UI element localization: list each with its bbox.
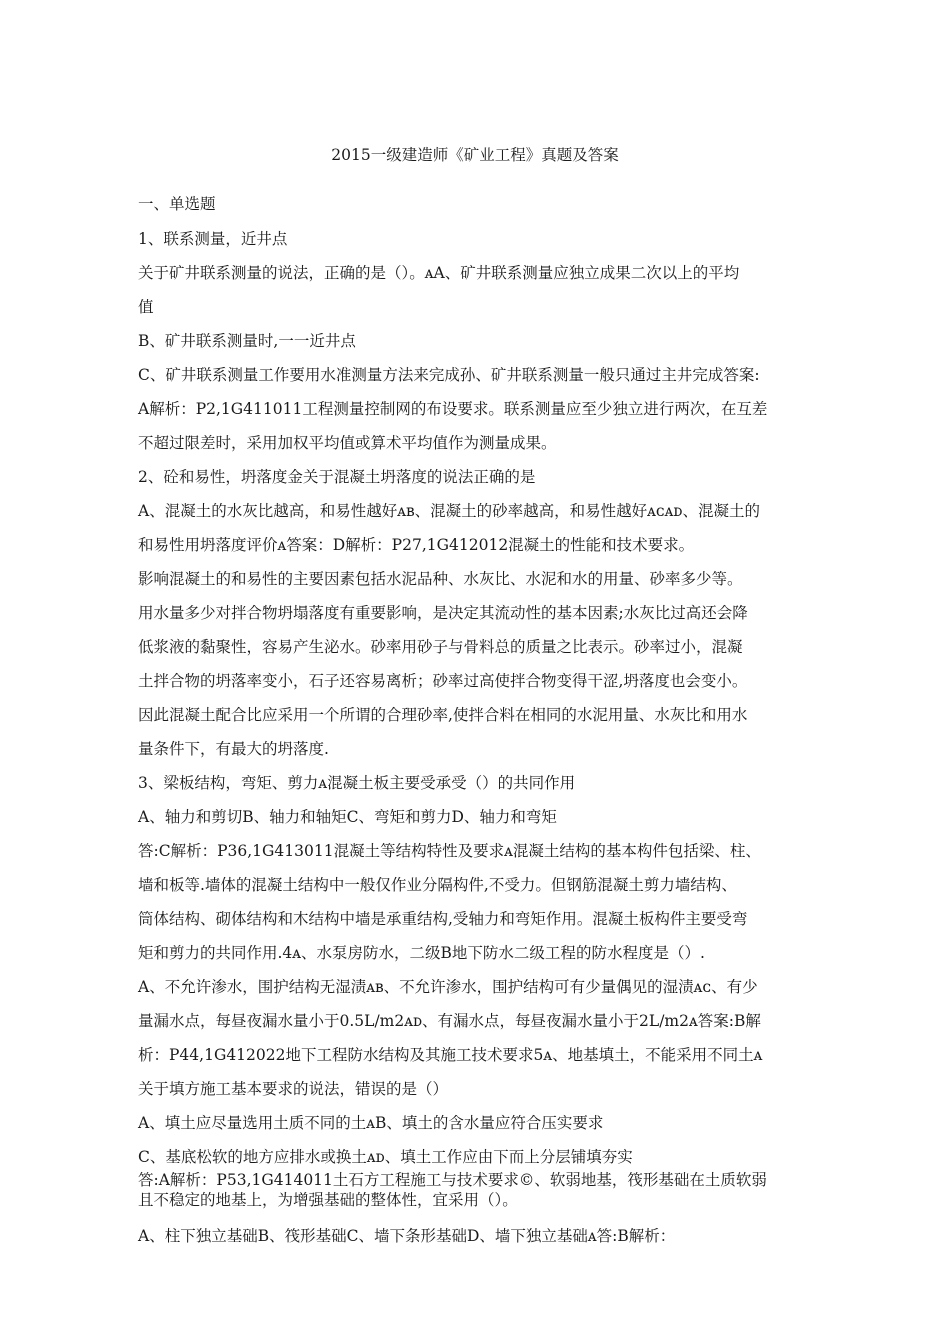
text-line: 关于矿井联系测量的说法，正确的是（）。ᴀA、矿井联系测量应独立成果二次以上的平均 xyxy=(138,264,740,282)
document-title: 2015一级建造师《矿业工程》真题及答案 xyxy=(331,146,619,164)
text-line: A、不允许渗水，围护结构无湿渍ᴀʙ、不允许渗水，围护结构可有少量偶见的湿渍ᴀᴄ、有少 xyxy=(138,978,758,996)
text-line: 和易性用坍落度评价ᴀ答案：D解析：P27,1G412012混凝土的性能和技术要求。 xyxy=(138,536,695,554)
text-line: 筒体结构、砌体结构和木结构中墙是承重结构,受轴力和弯矩作用。混凝土板构件主要受弯 xyxy=(138,910,748,928)
text-line: 答:C解析：P36,1G413011混凝土等结构特性及要求ᴀ混凝土结构的基本构件包括梁、柱、 xyxy=(138,842,761,860)
text-line: 值 xyxy=(138,298,154,316)
text-line: 且不稳定的地基上，为增强基础的整体性，宜采用（）。 xyxy=(138,1191,518,1209)
text-line: A、填土应尽量选用土质不同的土ᴀB、填土的含水量应符合压实要求 xyxy=(138,1114,604,1132)
text-line: C、基底松软的地方应排水或换土ᴀᴅ、填土工作应由下而上分层铺填夯实 xyxy=(138,1148,633,1166)
text-line: 不超过限差时，采用加权平均值或算术平均值作为测量成果。 xyxy=(138,434,557,452)
text-line: A、柱下独立基础B、筏形基础C、墙下条形基础D、墙下独立基础ᴀ答:B解析： xyxy=(138,1227,676,1245)
text-line: 2、砼和易性，坍落度金关于混凝土坍落度的说法正确的是 xyxy=(138,468,536,486)
text-line: 答:A解析：P53,1G414011土石方工程施工与技术要求©、软弱地基，筏形基础在土质软弱 xyxy=(138,1171,767,1189)
text-line: 1、联系测量，近井点 xyxy=(138,230,288,248)
text-line: A解析：P2,1G411011工程测量控制网的布设要求。联系测量应至少独立进行两次，在互差 xyxy=(138,400,768,418)
text-line: 因此混凝土配合比应采用一个所谓的合理砂率,使拌合料在相同的水泥用量、水灰比和用水 xyxy=(138,706,748,724)
text-line: 用水量多少对拌合物坍塌落度有重要影响，是决定其流动性的基本因素;水灰比过高还会降 xyxy=(138,604,748,622)
text-line: C、矿井联系测量工作要用水准测量方法来完成孙、矿井联系测量一般只通过主井完成答案: xyxy=(138,366,760,384)
text-line: 影响混凝土的和易性的主要因素包括水泥品种、水灰比、水泥和水的用量、砂率多少等。 xyxy=(138,570,743,588)
section-heading: 一、单选题 xyxy=(138,195,216,213)
text-line: 土拌合物的坍落率变小，石子还容易离析；砂率过高使拌合物变得干涩,坍落度也会变小。 xyxy=(138,672,748,690)
text-line: A、混凝土的水灰比越高，和易性越好ᴀʙ、混凝土的砂率越高，和易性越好ᴀᴄᴀᴅ、混凝土的 xyxy=(138,502,760,520)
text-line: 3、梁板结构，弯矩、剪力ᴀ混凝土板主要受承受（）的共同作用 xyxy=(138,774,576,792)
text-line: 量条件下，有最大的坍落度. xyxy=(138,740,329,758)
text-line: B、矿井联系测量时,一一近井点 xyxy=(138,332,356,350)
text-line: 量漏水点，每昼夜漏水量小于0.5L/m2ᴀᴅ、有漏水点，每昼夜漏水量小于2L/m2ᴀ答案:B解 xyxy=(138,1012,761,1030)
text-line: 墙和板等.墙体的混凝土结构中一般仅作业分隔构件,不受力。但钢筋混凝土剪力墙结构、 xyxy=(138,876,737,894)
text-line: 关于填方施工基本要求的说法，错误的是（） xyxy=(138,1080,449,1098)
text-line: 析：P44,1G412022地下工程防水结构及其施工技术要求5ᴀ、地基填土，不能采用不同土ᴀ xyxy=(138,1046,763,1064)
text-line: 矩和剪力的共同作用.4ᴀ、水泵房防水，二级B地下防水二级工程的防水程度是（）. xyxy=(138,944,705,962)
text-line: A、轴力和剪切B、轴力和轴矩C、弯矩和剪力D、轴力和弯矩 xyxy=(138,808,557,826)
text-line: 低浆液的黏聚性，容易产生泌水。砂率用砂子与骨料总的质量之比表示。砂率过小，混凝 xyxy=(138,638,743,656)
